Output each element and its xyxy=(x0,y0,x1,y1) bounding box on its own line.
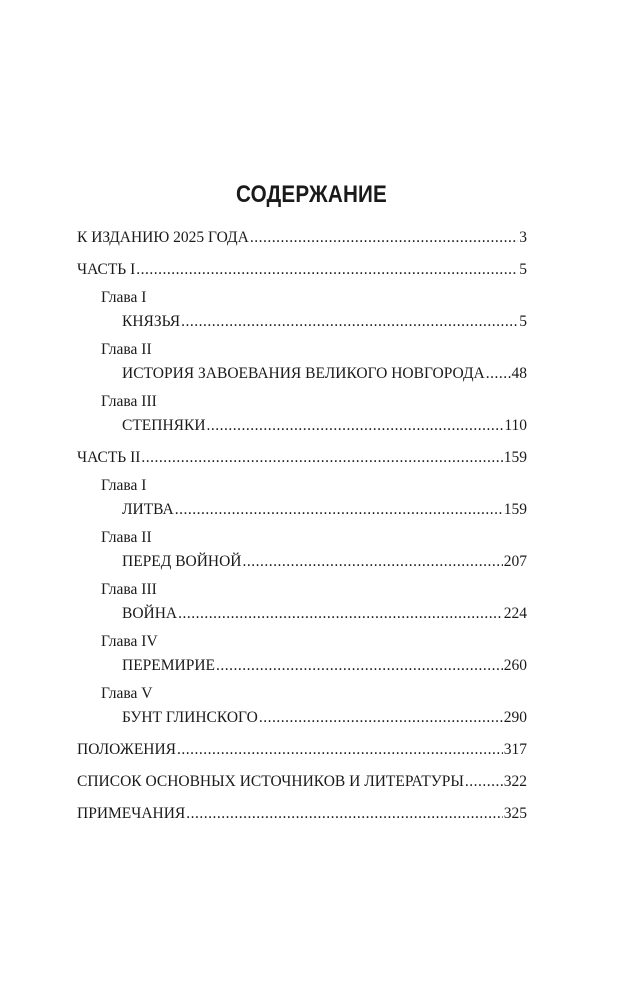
chapter-label: Глава II xyxy=(101,529,152,546)
toc-page-number: 110 xyxy=(504,417,527,434)
toc-entry-label: ИСТОРИЯ ЗАВОЕВАНИЯ ВЕЛИКОГО НОВГОРОДА xyxy=(122,365,485,382)
dot-leader xyxy=(259,706,503,730)
page-title: СОДЕРЖАНИЕ xyxy=(236,181,387,208)
toc-page-number: 159 xyxy=(503,449,527,466)
toc-page-number: 5 xyxy=(519,313,527,330)
toc-entry-part-2 xyxy=(77,446,527,470)
chapter-label: Глава I xyxy=(101,477,147,494)
chapter-label: Глава II xyxy=(101,341,152,358)
dot-leader xyxy=(216,654,503,678)
toc-page-number: 159 xyxy=(503,501,527,518)
chapter-label: Глава V xyxy=(101,685,153,702)
dot-leader xyxy=(486,362,511,386)
toc-page-number: 3 xyxy=(519,229,527,246)
dot-leader xyxy=(207,414,504,438)
part-1-chapters xyxy=(77,286,527,438)
toc-entry-label: К ИЗДАНИЮ 2025 ГОДА xyxy=(77,229,249,246)
toc-entry-chapter xyxy=(77,654,527,678)
table-of-contents xyxy=(77,226,527,826)
toc-page-number: 224 xyxy=(503,605,527,622)
dot-leader xyxy=(186,802,502,826)
dot-leader xyxy=(178,602,503,626)
chapter-label: Глава III xyxy=(101,393,157,410)
toc-entry-intro xyxy=(77,226,527,250)
toc-entry-label: ПЕРЕД ВОЙНОЙ xyxy=(122,553,242,570)
dot-leader xyxy=(243,550,503,574)
toc-entry-chapter xyxy=(77,706,527,730)
toc-entry-chapter xyxy=(77,602,527,626)
toc-page-number: 317 xyxy=(503,741,527,758)
toc-entry-label: ЛИТВА xyxy=(122,501,174,518)
toc-entry-part-1 xyxy=(77,258,527,282)
toc-entry-label: ВОЙНА xyxy=(122,605,178,622)
toc-entry-label: БУНТ ГЛИНСКОГО xyxy=(122,709,258,726)
dot-leader xyxy=(141,446,502,470)
toc-entry-notes xyxy=(77,802,527,826)
toc-entry-label: ПЕРЕМИРИЕ xyxy=(122,657,216,674)
toc-entry-label: СПИСОК ОСНОВНЫХ ИСТОЧНИКОВ И ЛИТЕРАТУРЫ xyxy=(77,773,464,790)
toc-entry-chapter xyxy=(77,498,527,522)
toc-entry-label: СТЕПНЯКИ xyxy=(122,417,206,434)
chapter-label: Глава III xyxy=(101,581,157,598)
toc-entry-label: ПРИМЕЧАНИЯ xyxy=(77,805,186,822)
toc-page-number: 325 xyxy=(503,805,527,822)
chapter-label: Глава I xyxy=(101,289,147,306)
toc-entry-chapter xyxy=(77,550,527,574)
toc-entry-chapter xyxy=(77,414,527,438)
toc-page-number: 260 xyxy=(503,657,527,674)
dot-leader xyxy=(175,498,503,522)
toc-entry-label: ЧАСТЬ II xyxy=(77,449,141,466)
toc-entry-label: ПОЛОЖЕНИЯ xyxy=(77,741,177,758)
dot-leader xyxy=(177,738,503,762)
toc-page-number: 290 xyxy=(503,709,527,726)
dot-leader xyxy=(136,258,518,282)
toc-page-number: 5 xyxy=(519,261,527,278)
toc-entry-label: КНЯЗЬЯ xyxy=(122,313,181,330)
toc-page-number: 207 xyxy=(503,553,527,570)
toc-entry-chapter xyxy=(77,362,527,386)
dot-leader xyxy=(465,770,503,794)
toc-entry-chapter xyxy=(77,310,527,334)
toc-entry-label: ЧАСТЬ I xyxy=(77,261,136,278)
toc-page-number: 322 xyxy=(503,773,527,790)
toc-page-number: 48 xyxy=(511,365,527,382)
dot-leader xyxy=(250,226,518,250)
toc-entry-sources xyxy=(77,770,527,794)
toc-entry-appendices xyxy=(77,738,527,762)
dot-leader xyxy=(181,310,518,334)
part-2-chapters xyxy=(77,474,527,730)
chapter-label: Глава IV xyxy=(101,633,158,650)
